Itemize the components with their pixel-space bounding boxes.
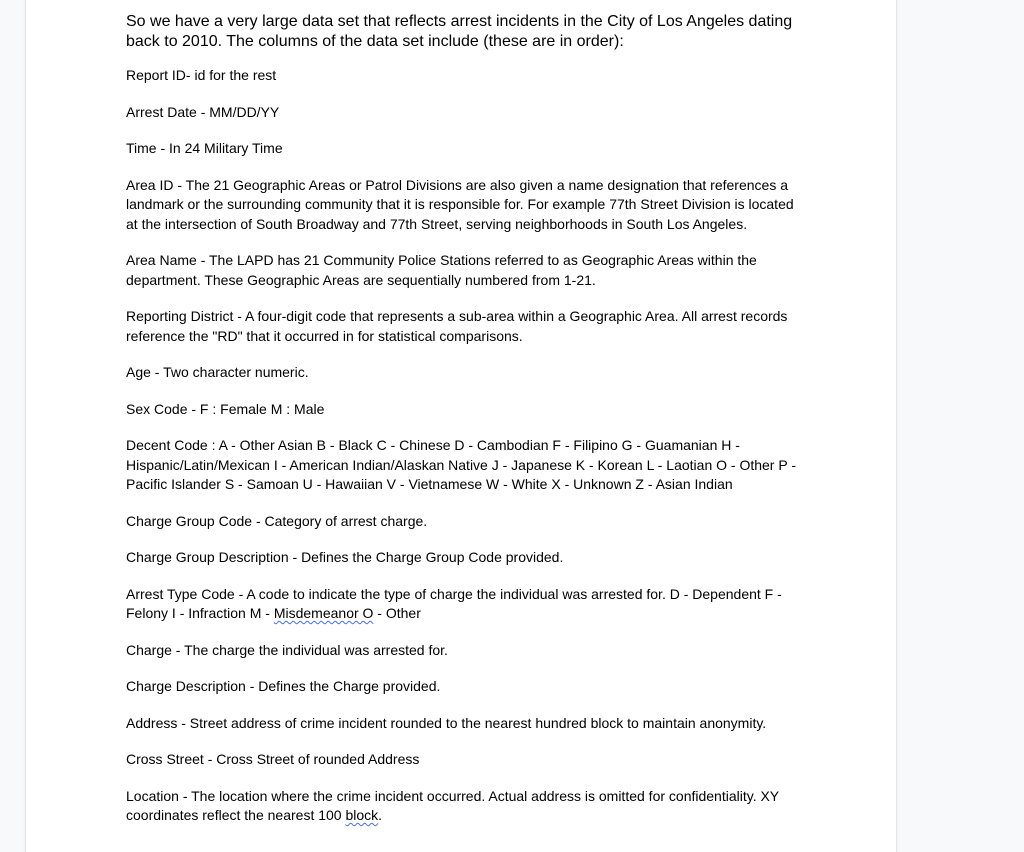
field-charge-group-description: Charge Group Description - Defines the Charge Group Code provided. (126, 549, 564, 565)
field-charge-group-code: Charge Group Code - Category of arrest charge. (126, 512, 428, 529)
spelling-error-block[interactable]: block (345, 807, 379, 823)
location-text: Location - The location where the crime incident occurred. Actual address is omitted for confidentiality. XY coordinates reflect the nearest 100 (126, 787, 779, 823)
field-location (126, 787, 806, 826)
intro-paragraph: So we have a very large data set that reflects arrest incidents in the City of Los Angeles dating back to 2010. The columns of the data set include (these are in order): (126, 13, 793, 50)
location-text-end: . (378, 807, 383, 823)
field-area-id: Area ID - The 21 Geographic Areas or Patrol Divisions are also given a name designation that references a landmark or the surrounding community that it is responsible for. For example 77th Street Division is located at the intersection of South Broadway and 77th Street, serving neighborhoods in South Los Angeles. (126, 176, 794, 232)
field-report-id: Report ID- id for the rest (126, 67, 277, 83)
document-page (26, 0, 896, 852)
field-age: Age - Two character numeric. (126, 364, 309, 380)
field-charge: Charge - The charge the individual was arrested for. (126, 641, 448, 658)
field-charge-description: Charge Description - Defines the Charge provided. (126, 678, 441, 694)
field-sex-code: Sex Code - F : Female M : Male (126, 400, 325, 417)
field-address: Address - Street address of crime incident rounded to the nearest hundred block to maintain anonymity. (126, 714, 767, 731)
field-arrest-type-code (126, 585, 806, 624)
field-decent-code: Decent Code : A - Other Asian B - Black C - Chinese D - Cambodian F - Filipino G - Guamanian H - Hispanic/Latin/Mexican I - American Indian/Alaskan Native J - Japanese K - Korean L - Laotian O - Other P - Pacific Islander S - Samoan U - Hawaiian V - Vietnamese W - White X - Unknown Z - Asian Indian (126, 437, 796, 492)
field-cross-street: Cross Street - Cross Street of rounded Address (126, 751, 420, 767)
field-arrest-date: Arrest Date - MM/DD/YY (126, 103, 280, 120)
document-body[interactable] (126, 12, 806, 843)
field-time: Time - In 24 Military Time (126, 140, 283, 156)
arrest-type-text-end: - Other (373, 605, 421, 621)
field-area-name: Area Name - The LAPD has 21 Community Police Stations referred to as Geographic Areas within the department. These Geographic Areas are sequentially numbered from 1-21. (126, 252, 757, 288)
field-reporting-district: Reporting District - A four-digit code that represents a sub-area within a Geographic Area. All arrest records reference the "RD" that it occurred in for statistical comparisons. (126, 308, 788, 344)
spelling-error-misdemeanor[interactable]: Misdemeanor O (273, 605, 374, 621)
arrest-type-text: Arrest Type Code - A code to indicate the type of charge the individual was arrested for. D - Dependent F - Felony I - Infraction M - (126, 585, 782, 621)
